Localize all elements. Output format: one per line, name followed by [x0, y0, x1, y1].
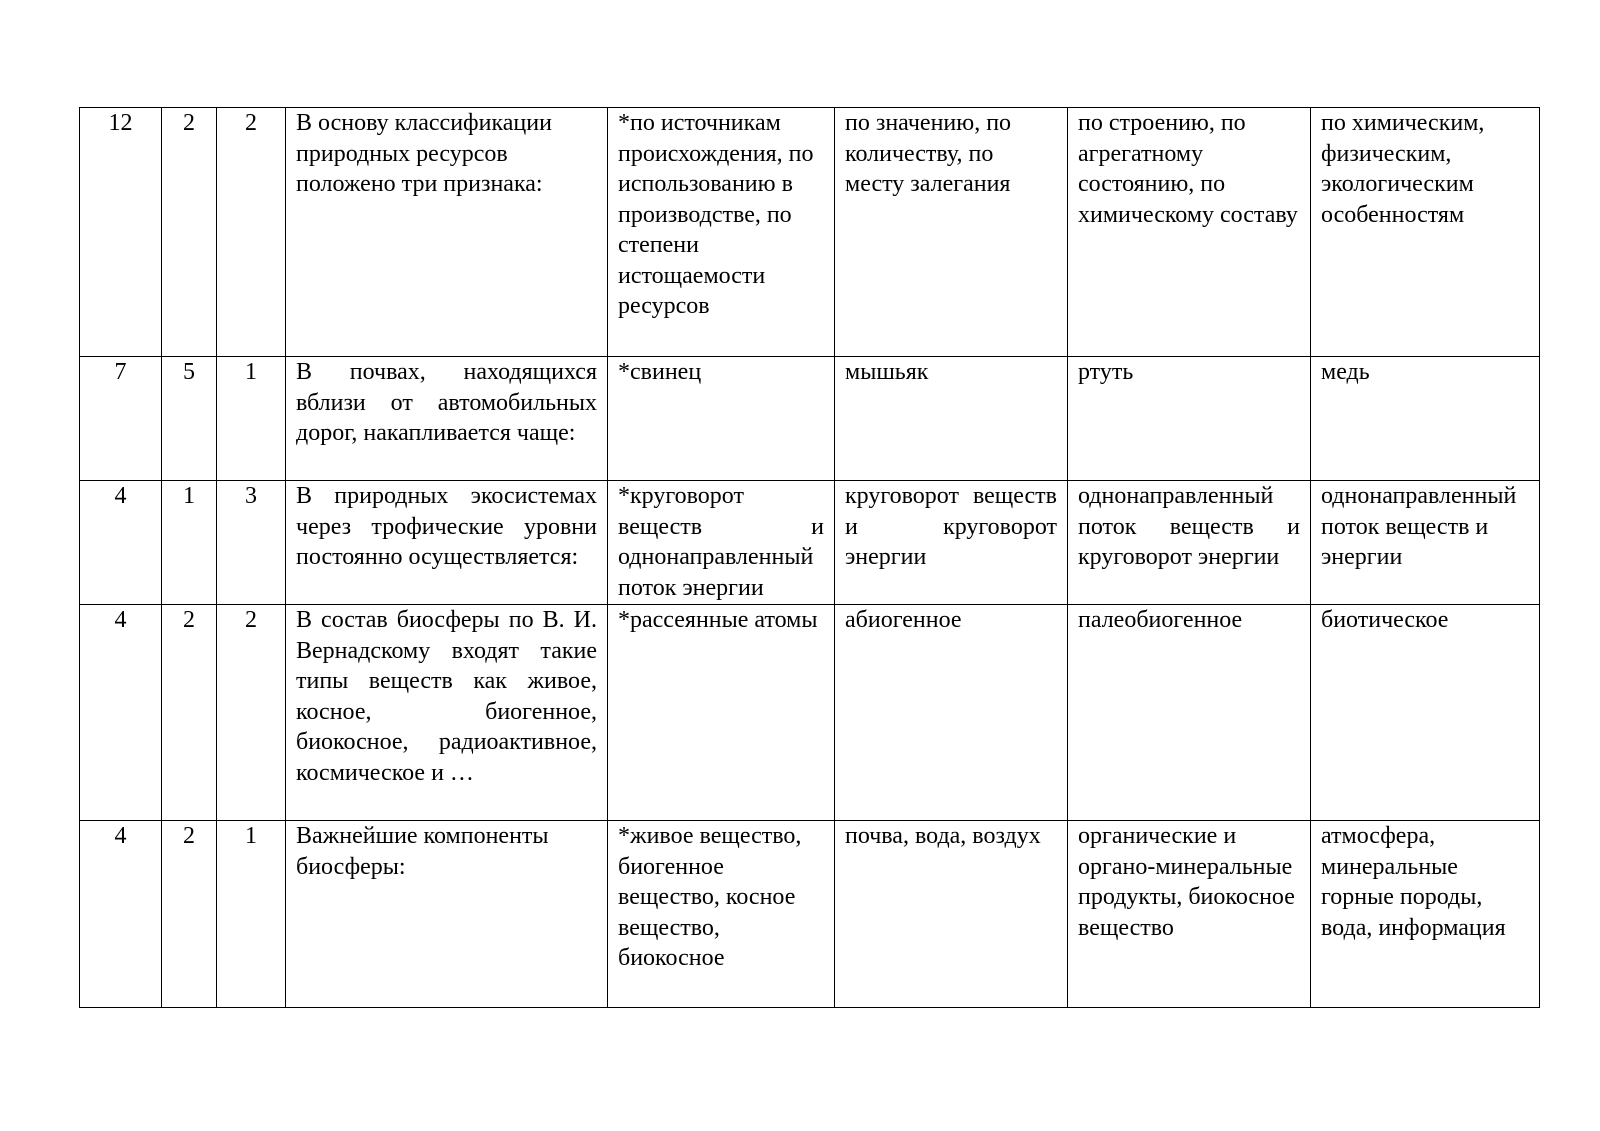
- answer-option-cell: однонаправленный поток веществ и энергии: [1311, 481, 1540, 605]
- answer-option-cell: атмосфера, минеральные горные породы, вода, информация: [1311, 821, 1540, 1008]
- col-2-cell: 2: [162, 108, 217, 357]
- answer-option-cell: ртуть: [1068, 357, 1311, 481]
- answer-option-cell: медь: [1311, 357, 1540, 481]
- table-row: [80, 821, 1540, 1008]
- question-cell: Важнейшие компоненты биосферы:: [286, 821, 608, 1008]
- answer-option-cell: круговорот веществ и круговорот энергии: [835, 481, 1068, 605]
- answer-option-cell: по строению, по агрегатному состоянию, по химическому составу: [1068, 108, 1311, 357]
- col-1-cell: 12: [80, 108, 162, 357]
- table-row: [80, 357, 1540, 481]
- answer-option-cell: по значению, по количеству, по месту залегания: [835, 108, 1068, 357]
- col-3-cell: 2: [217, 605, 286, 821]
- correct-answer-cell: *круговорот веществ и однонаправленный поток энергии: [608, 481, 835, 605]
- col-2-cell: 5: [162, 357, 217, 481]
- answer-option-cell: мышьяк: [835, 357, 1068, 481]
- col-3-cell: 1: [217, 357, 286, 481]
- col-3-cell: 3: [217, 481, 286, 605]
- question-cell: В состав биосферы по В. И. Вернадскому входят такие типы веществ как живое, косное, биогенное, биокосное, радиоактивное, космическое и …: [286, 605, 608, 821]
- col-2-cell: 2: [162, 821, 217, 1008]
- answer-option-cell: органические и органо-минеральные продукты, биокосное вещество: [1068, 821, 1311, 1008]
- question-cell: В основу классификации природных ресурсов положено три признака:: [286, 108, 608, 357]
- test-questions-table: [79, 107, 1540, 1008]
- table-row: [80, 605, 1540, 821]
- answer-option-cell: биотическое: [1311, 605, 1540, 821]
- col-1-cell: 4: [80, 481, 162, 605]
- col-3-cell: 1: [217, 821, 286, 1008]
- col-2-cell: 1: [162, 481, 217, 605]
- table-row: [80, 108, 1540, 357]
- question-cell: В природных экосистемах через трофические уровни постоянно осуществляется:: [286, 481, 608, 605]
- answer-option-cell: почва, вода, воздух: [835, 821, 1068, 1008]
- question-cell: В почвах, находящихся вблизи от автомобильных дорог, накапливается чаще:: [286, 357, 608, 481]
- correct-answer-cell: *рассеянные атомы: [608, 605, 835, 821]
- col-1-cell: 4: [80, 821, 162, 1008]
- answer-option-cell: по химическим, физическим, экологическим особенностям: [1311, 108, 1540, 357]
- col-2-cell: 2: [162, 605, 217, 821]
- col-1-cell: 7: [80, 357, 162, 481]
- answer-option-cell: однонаправленный поток веществ и круговорот энергии: [1068, 481, 1311, 605]
- answer-option-cell: абиогенное: [835, 605, 1068, 821]
- table-row: [80, 481, 1540, 605]
- answer-option-cell: палеобиогенное: [1068, 605, 1311, 821]
- correct-answer-cell: *по источникам происхождения, по использованию в производстве, по степени истощаемости ресурсов: [608, 108, 835, 357]
- col-1-cell: 4: [80, 605, 162, 821]
- correct-answer-cell: *свинец: [608, 357, 835, 481]
- correct-answer-cell: *живое вещество, биогенное вещество, косное вещество, биокосное: [608, 821, 835, 1008]
- col-3-cell: 2: [217, 108, 286, 357]
